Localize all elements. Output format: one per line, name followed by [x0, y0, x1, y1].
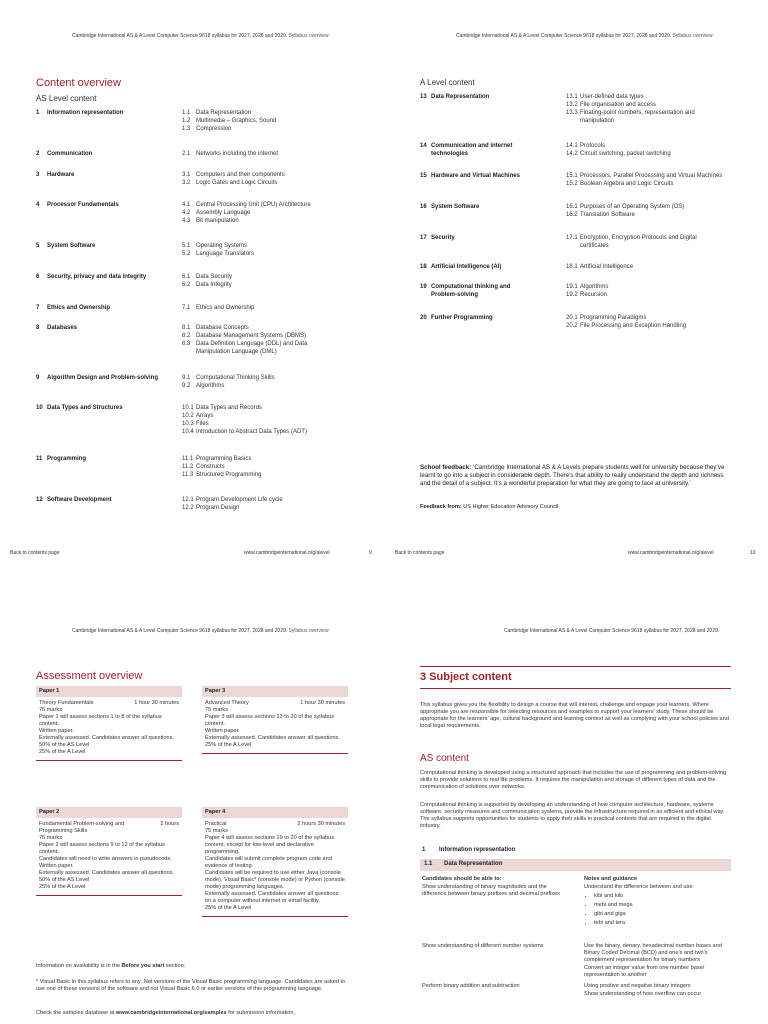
subtopic	[182, 428, 382, 436]
subtopic-name: Introduction to Abstract Data Types (ADT)	[196, 429, 307, 435]
subtopic	[182, 117, 382, 125]
subtopic-number: 10.2	[182, 413, 194, 419]
bullet-item: • gibi and giga	[594, 911, 724, 918]
subtopic-name: Encryption, Encryption Protocols and Digital	[580, 235, 697, 241]
paper-label: Theory Fundamentals	[39, 700, 94, 706]
subtopic-list	[182, 242, 382, 258]
topic-number: 12	[36, 497, 43, 503]
subtopic-number: 5.1	[182, 243, 191, 249]
subtopic-number	[566, 117, 580, 125]
subtopic-name: Files	[196, 421, 209, 427]
subtopic-list	[566, 283, 766, 299]
as-content-title: AS content	[420, 753, 469, 764]
subtopic	[182, 304, 382, 312]
subtopic-name: certificates	[580, 243, 609, 249]
subtopic-number: 1.1	[182, 110, 191, 116]
paper-detail: Externally assessed. Candidates answer all questions.	[205, 735, 340, 741]
subtopic	[566, 291, 766, 299]
subtopic-number: 4.3	[182, 218, 191, 224]
subtopic-number: 14.1	[566, 143, 578, 149]
topic-number: 16	[420, 204, 427, 210]
subtopic-number: 9.2	[182, 383, 191, 389]
subtopic-name: File Processing and Exception Handling	[580, 323, 687, 329]
title-rule-bottom	[420, 688, 731, 689]
subtopic	[182, 217, 382, 225]
subtopic-list	[182, 273, 382, 289]
paper-detail: Paper 1 will assess sections 1 to 8 of the syllabus content.	[39, 714, 162, 727]
subtopic	[566, 109, 766, 117]
paper-duration: 2 hours 30 minutes	[297, 821, 345, 827]
page-11	[0, 600, 384, 1024]
title-rule-top	[420, 666, 731, 667]
paper-box	[202, 807, 348, 917]
subtopic-number: 2.1	[182, 151, 191, 157]
paper-detail: Externally assessed. Candidates answer all questions on a computer without internet or email facility.	[205, 891, 339, 904]
topic-name: Security, privacy and data integrity	[47, 274, 147, 280]
subtopic-name: Purposes of an Operating System (OS)	[580, 204, 685, 210]
paper-detail: 50% of the AS Level	[39, 742, 90, 748]
subtopic	[566, 150, 766, 158]
subtopic-number	[182, 348, 196, 356]
subtopic-list	[566, 142, 766, 158]
page-title: Content overview	[36, 77, 121, 89]
subtopic-name: Networks including the internet	[196, 151, 279, 157]
paper-duration: 1 hour 30 minutes	[300, 700, 345, 706]
paper-rule	[36, 760, 182, 761]
topic-name: Artificial Intelligence (AI)	[431, 264, 502, 270]
subtopic-number: 8.1	[182, 325, 191, 331]
subtopic-number: 8.3	[182, 341, 191, 347]
subtopic-name: Assembly Language	[196, 210, 251, 216]
subtopic-name: Protocols	[580, 143, 606, 149]
notes-text-2: Show understanding of how overflow can occur	[584, 991, 702, 997]
subtopic-number: 11.3	[182, 472, 194, 478]
paper-detail: 75 marks	[205, 828, 229, 834]
school-feedback: School feedback: ‘Cambridge International AS & A Levels prepare students well for university because they’ve learnt to go into a subject in considerable depth. There’s that ability to really understand the depth and richness and the detail of a subject. It’s a wonderful preparation for what they are going to face at university.’	[420, 464, 725, 487]
subtopic	[566, 234, 766, 242]
subtopic	[182, 250, 382, 258]
topic-number: 4	[36, 202, 40, 208]
feedback-source: Feedback from: US Higher Education Advisory Council	[420, 504, 559, 510]
topic-name: System Software	[47, 243, 96, 249]
topic-number: 10	[36, 405, 43, 411]
subtopic	[182, 340, 382, 348]
page-10	[384, 0, 768, 545]
subtopic-list	[566, 314, 766, 330]
bullet-item: • tebi and tera	[594, 920, 724, 927]
subtopic	[182, 171, 382, 179]
paper-label: Practical	[205, 821, 227, 827]
paper-detail: Paper 3 will assess sections 13 to 20 of the syllabus content.	[205, 714, 335, 727]
subtopic-number: 5.2	[182, 251, 191, 257]
paper-detail: Candidates will be required to use either Java (console mode), Visual Basic* (console mode) or Python (console mode) programming languages.	[205, 870, 345, 890]
subtopic	[182, 420, 382, 428]
back-to-contents-link[interactable]: Back to contents page	[10, 550, 60, 556]
subtopic	[182, 242, 382, 250]
subtopic-number: 10.4	[182, 429, 194, 435]
subtopic-name: Data Definition Language (DDL) and Data	[196, 341, 308, 347]
subtopic-name: Program Development Life cycle	[196, 497, 283, 503]
notes-text: Using positive and negative binary integers	[584, 983, 691, 989]
subtopic-list	[182, 455, 382, 479]
subtopic-name: Artificial Intelligence	[580, 264, 634, 270]
subtopic-number: 10.3	[182, 421, 194, 427]
topic-number: 11	[36, 456, 43, 462]
paper-title-line	[36, 700, 182, 707]
paper-detail: 25% of the A Level	[205, 905, 252, 911]
notes-cell	[584, 983, 724, 998]
subtopic	[566, 242, 766, 250]
samples-note: Check the samples database at www.cambridgeinternational.org/samples for submission information,	[36, 1010, 296, 1016]
subtopic	[566, 211, 766, 219]
subsection-bar: 1.1 Data Representation	[420, 859, 731, 871]
topic-number: 18	[420, 264, 427, 270]
paper-rule	[202, 753, 348, 754]
subtopic	[182, 332, 382, 340]
page-header: Cambridge International AS & A Level Computer Science 9618 syllabus for 2027, 2028 and 2029. Syllabus overview	[456, 33, 713, 39]
notes-cell	[584, 943, 724, 979]
paper-box	[36, 807, 182, 896]
paper-rule	[202, 916, 348, 917]
subtopic	[182, 201, 382, 209]
subtopic-list	[182, 150, 382, 158]
subtopic-number: 20.1	[566, 315, 578, 321]
page-12	[384, 600, 768, 1024]
subtopic-name: Computational Thinking Skills	[196, 375, 275, 381]
bullet-item: • kibi and kilo	[594, 893, 724, 900]
topic-name: Communication	[47, 151, 93, 157]
subtopic-name: Circuit switching, packet switching	[580, 151, 671, 157]
subtopic-number: 7.1	[182, 305, 191, 311]
topic-name: Communication and internet technologies	[431, 143, 513, 157]
subtopic-number: 16.1	[566, 204, 578, 210]
topic-number: 1	[36, 110, 40, 116]
subtopic-number	[566, 242, 580, 250]
subtopic-name: Algorithms	[196, 383, 225, 389]
paper-heading: Paper 2	[36, 807, 182, 818]
paper-title-line	[202, 821, 348, 828]
subtopic-name: Structured Programming	[196, 472, 262, 478]
topic-name: Databases	[47, 325, 78, 331]
paper-detail: 75 marks	[39, 835, 63, 841]
subtopic	[182, 324, 382, 332]
topic-name: Software Development	[47, 497, 112, 503]
subtopic-number: 3.2	[182, 180, 191, 186]
page-header: Cambridge International AS & A Level Computer Science 9618 syllabus for 2027, 2028 and 2029. Syllabus overview	[72, 628, 329, 634]
subtopic	[182, 504, 382, 512]
paragraph-1: Computational thinking is developed using a structured approach that includes the use of programming and problem-solving skills to provide solutions to real life problems. It requires the manipulation and storage of different types of data and the communication of solutions over networks.	[420, 770, 727, 790]
subtopic-list	[182, 374, 382, 390]
topic-name: Ethics and Ownership	[47, 305, 111, 311]
subtopic-name: Computers and their components	[196, 172, 285, 178]
subtopic-number: 14.2	[566, 151, 578, 157]
subtopic	[182, 382, 382, 390]
paper-detail: Candidates will need to write answers in pseudocode.	[39, 856, 173, 862]
notes-bullets	[584, 893, 724, 927]
paragraph-2: Computational thinking is supported by developing an understanding of how computer architecture, hardware, systems software, security measures and communication systems, provide the infrastructure required in an efficient and ethical way. The syllabus supports opportunities for students to apply their skills in practical contexts that are required in the digital industry.	[420, 802, 725, 829]
subtopic-name: Language Translators	[196, 251, 255, 257]
subtopic-list	[182, 324, 382, 356]
paper-detail: 75 marks	[205, 707, 229, 713]
topic-name: Computational thinking and Problem-solving	[431, 284, 511, 298]
subtopic-name: Translation Software	[580, 212, 635, 218]
subtopic	[566, 203, 766, 211]
topic-number: 13	[420, 94, 427, 100]
topic-name: Processor Fundamentals	[47, 202, 119, 208]
page-header: Cambridge International AS & A Level Computer Science 9618 syllabus for 2027, 2028 and 2029. Syllabus overview	[72, 33, 329, 39]
subtopic-number: 19.1	[566, 284, 578, 290]
subtopic-name: User-defined data types	[580, 94, 644, 100]
subtopic-name: Bit manipulation	[196, 218, 239, 224]
subtopic-name: Constructs	[196, 464, 225, 470]
footer-url[interactable]: www.cambridgeinternational.org/alevel	[244, 550, 330, 556]
page-header: Cambridge International AS & A Level Computer Science 9618 syllabus for 2027, 2028 and 2029.	[504, 628, 720, 634]
page-title: 3 Subject content	[420, 671, 512, 683]
subtopic	[566, 263, 766, 271]
subtopic-number: 18.1	[566, 264, 578, 270]
topic-number: 2	[36, 151, 40, 157]
subtopic	[566, 172, 766, 180]
subtopic-name: Central Processing Unit (CPU) Architecture	[196, 202, 311, 208]
availability-note: Information on availability is in the Before you start section.	[36, 963, 186, 969]
topic-number: 6	[36, 274, 40, 280]
paper-detail: 75 marks	[39, 707, 63, 713]
paper-rule	[36, 895, 182, 896]
candidates-cell: Show understanding of different number systems	[422, 943, 544, 949]
paper-detail: Externally assessed. Candidates answer all questions.	[39, 870, 174, 876]
subtopic-number: 8.2	[182, 333, 191, 339]
topic-name: Data Types and Structures	[47, 405, 123, 411]
subtopic-number: 13.1	[566, 94, 578, 100]
subtopic-list	[182, 404, 382, 436]
paper-duration: 2 hours	[160, 821, 179, 827]
bullet-item: • mebi and mega	[594, 902, 724, 909]
subtopic-name: Processors, Parallel Processing and Virtual Machines	[580, 173, 723, 179]
subtopic-name: Ethics and Ownership	[196, 305, 255, 311]
subtopic-number: 11.1	[182, 456, 194, 462]
candidates-cell: Perform binary addition and subtraction	[422, 983, 520, 989]
topic-name: Information representation	[47, 110, 124, 116]
subtopic	[566, 93, 766, 101]
back-to-contents-link[interactable]: Back to contents page	[395, 550, 445, 556]
topic-number: 19	[420, 284, 427, 290]
subtopic	[182, 125, 382, 133]
topic-number: 3	[36, 172, 40, 178]
paper-heading: Paper 3	[202, 686, 348, 697]
page-title: Assessment overview	[36, 670, 143, 682]
paper-detail: 50% of the AS Level	[39, 877, 90, 883]
subtopic-number: 4.2	[182, 210, 191, 216]
subtopic-list	[182, 109, 382, 133]
paper-detail: Written paper.	[39, 863, 74, 869]
paper-label: Advanced Theory	[205, 700, 249, 706]
subtopic-name: Database Concepts	[196, 325, 249, 331]
notes-text: Understand the difference between and use:	[584, 884, 694, 890]
paper-detail: 25% of the A Level	[39, 749, 86, 755]
notes-text: Use the binary, denary, hexadecimal number bases and Binary Coded Decimal (BCD) and one’s and two’s complement representation for binary numbers	[584, 943, 722, 963]
page-number: 10	[750, 550, 756, 556]
paper-detail: Candidates will submit complete program code and evidence of testing.	[205, 856, 332, 869]
candidates-cell: Show understanding of binary magnitudes and the difference between binary prefixes and decimal prefixes	[422, 884, 560, 897]
subtopic-name: Data Representation	[196, 110, 252, 116]
paper-detail: Written paper.	[205, 728, 240, 734]
subtopic	[566, 180, 766, 188]
subtopic-number: 12.2	[182, 505, 194, 511]
topic-name: Further Programming	[431, 315, 493, 321]
subtopic	[182, 496, 382, 504]
subtopic-name: Data Security	[196, 274, 233, 280]
subtopic-number: 9.1	[182, 375, 191, 381]
subtopic-name: Recursion	[580, 292, 608, 298]
section-subtitle: A Level content	[420, 78, 475, 87]
subtopic	[182, 348, 382, 356]
visual-basic-note: * Visual Basic in this syllabus refers to any .Net versions of the Visual Basic programming language. Candidates are asked to use one of these versions of the software and not Visual Basic 6.0 or earlier versions of this programming language.	[36, 979, 346, 992]
subtopic	[182, 455, 382, 463]
paper-title-line	[36, 821, 182, 835]
subtopic-name: Floating-point numbers, representation and	[580, 110, 695, 116]
page-number: 9	[369, 550, 372, 556]
footer-url[interactable]: www.cambridgeinternational.org/alevel	[628, 550, 714, 556]
subtopic	[182, 209, 382, 217]
subtopic-number: 6.1	[182, 274, 191, 280]
subtopic-list	[566, 203, 766, 219]
paper-heading: Paper 1	[36, 686, 182, 697]
paper-box	[202, 686, 348, 754]
subtopic-number: 1.2	[182, 118, 191, 124]
subtopic-list	[566, 234, 766, 250]
subtopic-list	[182, 201, 382, 225]
subtopic-number: 13.2	[566, 102, 578, 108]
subtopic-name: Data Types and Records	[196, 405, 262, 411]
subtopic	[182, 273, 382, 281]
topic-number: 15	[420, 173, 427, 179]
subtopic-list	[566, 172, 766, 188]
col-head-notes: Notes and guidance	[584, 876, 638, 882]
topic-number: 7	[36, 305, 40, 311]
paper-detail: Externally assessed. Candidates answer all questions.	[39, 735, 174, 741]
topic-number: 8	[36, 325, 40, 331]
subtopic	[566, 117, 766, 125]
topic-name: Programming	[47, 456, 87, 462]
topic-name: Data Representation	[431, 94, 490, 100]
subtopic	[182, 463, 382, 471]
subtopic-list	[566, 263, 766, 271]
subtopic-number: 17.1	[566, 235, 578, 241]
subtopic	[182, 109, 382, 117]
topic-name: System Software	[431, 204, 480, 210]
paper-detail: Paper 2 will assess sections 9 to 12 of the syllabus content.	[39, 842, 165, 855]
intro-paragraph: This syllabus gives you the flexibility to design a course that will interest, challenge and engage your learners. Where appropriate you are responsible for selecting resources and examples to support your learners’ study. These should be appropriate for the learners’ age, cultural background and learning context as well as complying with your school policies and local legal requirements.	[420, 702, 729, 729]
paper-detail: Paper 4 will assess sections 19 to 20 of the syllabus content, except for low-level and declarative programming.	[205, 835, 335, 855]
subtopic	[182, 179, 382, 187]
topic-number: 20	[420, 315, 427, 321]
topic-number: 14	[420, 143, 427, 149]
subtopic-number: 15.1	[566, 173, 578, 179]
subtopic-name: manipulation	[580, 118, 615, 124]
subtopic	[182, 281, 382, 289]
topic-name: Hardware	[47, 172, 75, 178]
subtopic	[182, 150, 382, 158]
topic-number: 9	[36, 375, 40, 381]
section-subtitle: AS Level content	[36, 94, 97, 103]
subtopic-name: Multimedia – Graphics, Sound	[196, 118, 277, 124]
paper-detail: Written paper.	[39, 728, 74, 734]
topic-name: Security	[431, 235, 455, 241]
subtopic-list	[566, 93, 766, 125]
topic-number: 5	[36, 243, 40, 249]
paper-title-line	[202, 700, 348, 707]
paper-label: Fundamental Problem-solving and Programming Skills	[39, 821, 125, 834]
subtopic-list	[182, 171, 382, 187]
topic-name: Hardware and Virtual Machines	[431, 173, 520, 179]
subtopic-number: 19.2	[566, 292, 578, 298]
paper-detail: 25% of the A Level	[39, 884, 86, 890]
subtopic	[566, 314, 766, 322]
subtopic-name: Boolean Algebra and Logic Circuits	[580, 181, 674, 187]
subtopic-number: 20.2	[566, 323, 578, 329]
subtopic-number: 1.3	[182, 126, 191, 132]
paper-box	[36, 686, 182, 761]
paper-detail: 25% of the A Level	[205, 742, 252, 748]
subtopic-name: Programming Basics	[196, 456, 252, 462]
subtopic-name: Database Management Systems (DBMS)	[196, 333, 307, 339]
subtopic-number: 10.1	[182, 405, 194, 411]
notes-cell	[584, 884, 724, 929]
subtopic-name: Programming Paradigms	[580, 315, 647, 321]
notes-text-2: Convert an integer value from one number base/ representation to another	[584, 965, 705, 978]
subtopic-number: 13.3	[566, 110, 578, 116]
subtopic-number: 4.1	[182, 202, 191, 208]
topic-name: Algorithm Design and Problem-solving	[47, 375, 159, 381]
subtopic	[566, 322, 766, 330]
subtopic-name: File organisation and access	[580, 102, 657, 108]
subtopic-name: Compression	[196, 126, 232, 132]
page-9	[0, 0, 384, 512]
subtopic-list	[182, 304, 382, 312]
subtopic-name: Manipulation Language (DML)	[196, 349, 277, 355]
section-heading: 1 Information representation	[422, 847, 516, 853]
subtopic-name: Data Integrity	[196, 282, 232, 288]
subtopic	[182, 374, 382, 382]
subtopic-name: Operating Systems	[196, 243, 248, 249]
subtopic-name: Logic Gates and Logic Circuits	[196, 180, 278, 186]
subtopic	[566, 142, 766, 150]
subtopic-number: 15.2	[566, 181, 578, 187]
subtopic-name: Program Design	[196, 505, 240, 511]
col-head-candidates: Candidates should be able to:	[422, 876, 502, 882]
paper-heading: Paper 4	[202, 807, 348, 818]
paper-duration: 1 hour 30 minutes	[134, 700, 179, 706]
subtopic	[182, 412, 382, 420]
subtopic	[182, 404, 382, 412]
subtopic-number: 12.1	[182, 497, 194, 503]
subtopic-number: 3.1	[182, 172, 191, 178]
subtopic	[566, 283, 766, 291]
subtopic	[182, 471, 382, 479]
topic-number: 17	[420, 235, 427, 241]
subtopic-name: Arrays	[196, 413, 214, 419]
subtopic-number: 16.2	[566, 212, 578, 218]
subtopic-number: 11.2	[182, 464, 194, 470]
subtopic	[566, 101, 766, 109]
subtopic-list	[182, 496, 382, 512]
subtopic-name: Algorithms	[580, 284, 609, 290]
subtopic-number: 6.2	[182, 282, 191, 288]
